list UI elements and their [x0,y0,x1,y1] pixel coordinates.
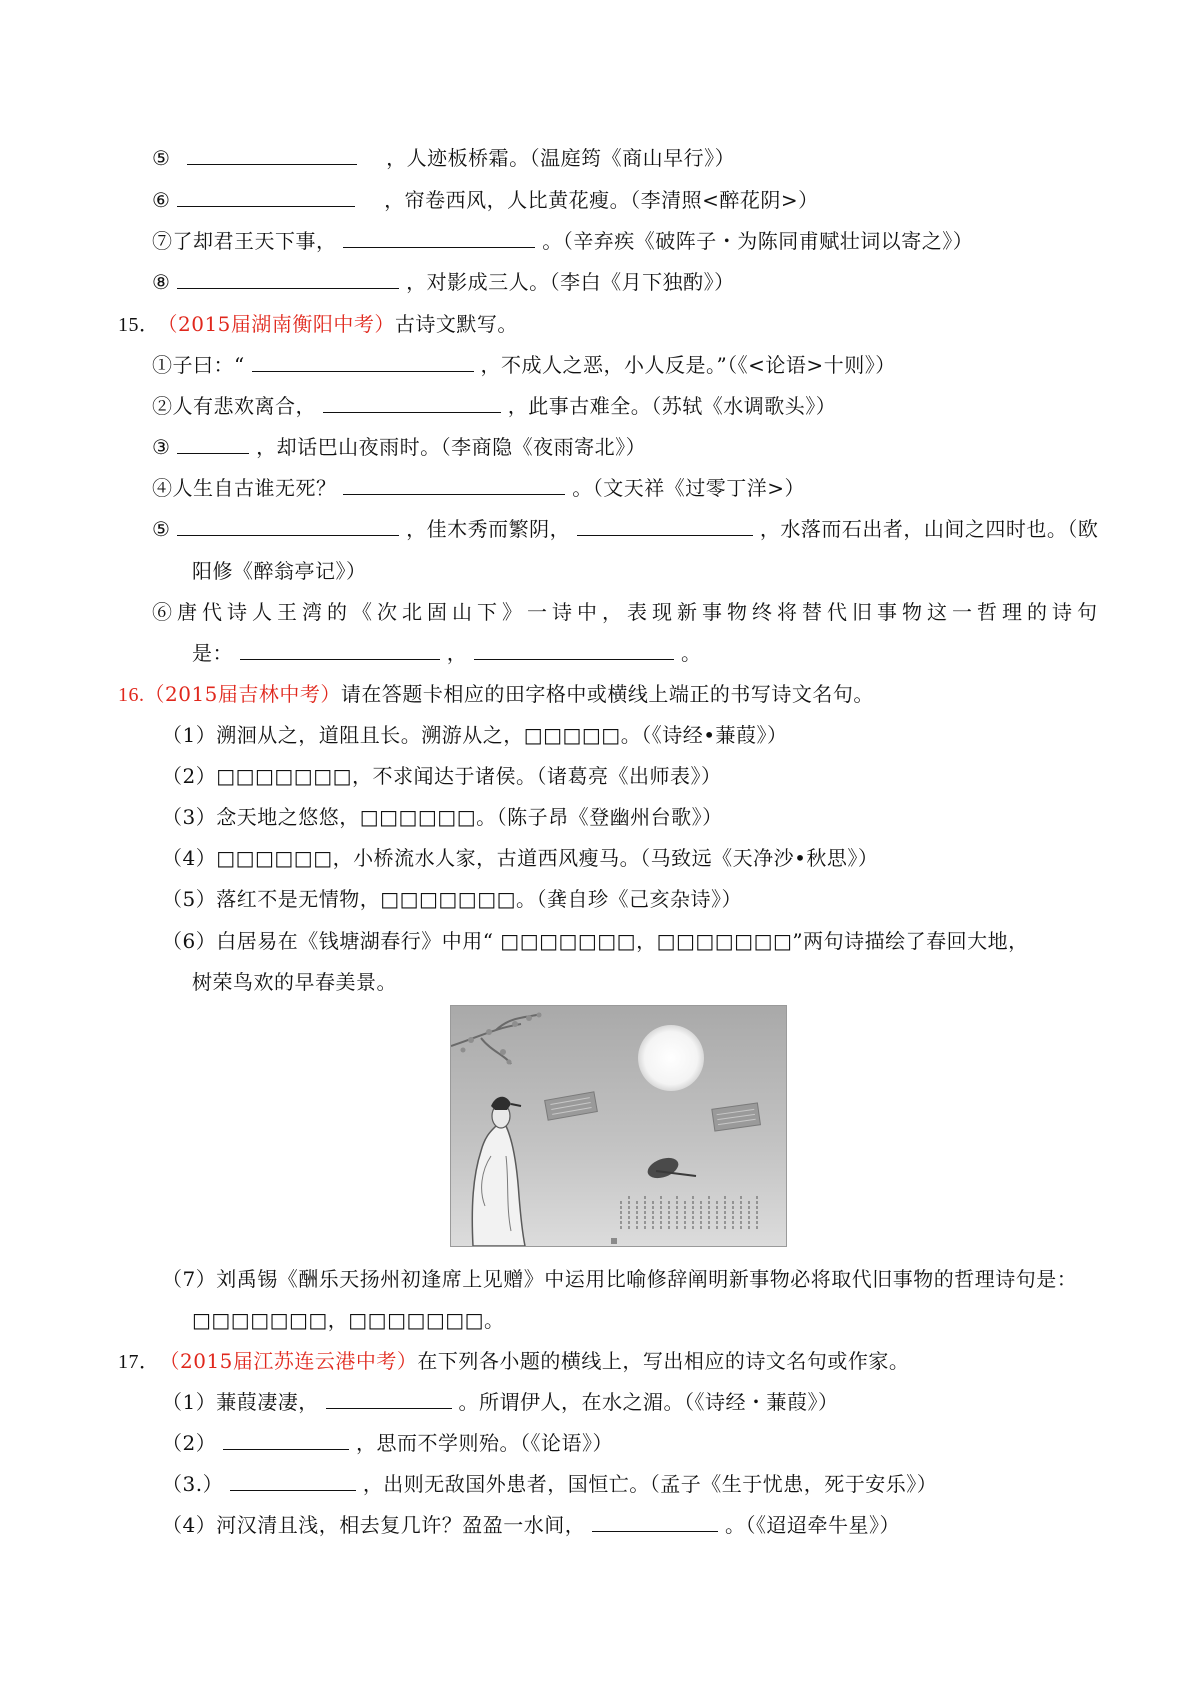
q15-item-4 [152,476,805,500]
q15-item-1 [152,353,896,377]
q14-item-6-blank[interactable] [177,188,355,207]
q17-item-4 [162,1513,900,1537]
q17-item-3-blank[interactable] [230,1472,356,1491]
q17-item-2-post: ，思而不学则殆。（《论语》） [355,1431,613,1455]
q15-item-3-blank[interactable] [177,435,249,454]
q15-item-4-blank[interactable] [343,476,565,495]
q17-source: （2015届江苏连云港中考） [169,1349,418,1373]
q15-item-6: ⑥唐代诗人王湾的《次北固山下》一诗中，表现新事物终将替代旧事物这一哲理的诗句 [152,600,1102,624]
q15-item-3-post: ，却话巴山夜雨时。（李商隐《夜雨寄北》） [256,435,647,459]
q17-prompt: 在下列各小题的横线上，写出相应的诗文名句或作家。 [417,1349,910,1373]
q15-item-6-post: 。 [680,641,702,665]
q17-item-3-pre: （3.） [162,1472,224,1496]
q15-item-6-continued [192,641,701,665]
q16-item-6: （6）白居易在《钱塘湖春行》中用“ □□□□□□□，□□□□□□□”两句诗描绘了春回大地， [162,929,1029,953]
q16-item-4: （4）□□□□□□，小桥流水人家，古道西风瘦马。（马致远《天净沙•秋思》） [162,846,879,870]
q15-item-1-pre: ①子曰：“ [152,353,245,377]
q15-item-3 [152,435,646,459]
q17-item-1-post: 。所谓伊人，在水之湄。（《诗经・蒹葭》） [458,1390,839,1414]
q15-item-4-pre: ④人生自古谁无死？ [152,476,337,500]
q16-item-3: （3）念天地之悠悠，□□□□□□。（陈子昂《登幽州台歌》） [162,805,723,829]
q15-item-1-post: ，不成人之恶，小人反是。”（《<论语>十则》） [480,353,896,377]
q14-item-7-post: 。（辛弃疾《破阵子・为陈同甫赋壮词以寄之》） [542,229,974,253]
q17-item-3-post: ，出则无敌国外患者，国恒亡。（孟子《生于忧患，死于安乐》） [362,1472,938,1496]
q16-prompt: 请在答题卡相应的田字格中或横线上端正的书写诗文名句。 [340,682,874,706]
q15-source: （2015届湖南衡阳中考） [167,312,395,336]
q16-item-6-continued: 树荣鸟欢的早春美景。 [192,970,397,994]
q15-item-6-blank-1[interactable] [240,641,440,660]
q14-item-5-blank[interactable] [187,146,357,165]
q16-item-5: （5）落红不是无情物，□□□□□□□。（龚自珍《己亥杂诗》） [162,887,742,911]
q16-item-2: （2）□□□□□□□，不求闻达于诸侯。（诸葛亮《出师表》） [162,764,722,788]
q14-item-8-text: ，对影成三人。（李白《月下独酌》） [406,270,735,294]
q14-item-8 [152,270,735,294]
q14-item-6-number: ⑥ [152,188,171,212]
q15-item-5-blank-2[interactable] [577,517,753,536]
q15-item-5-continued: 阳修《醉翁亭记》） [192,559,367,583]
q16-header [118,682,874,707]
q17-item-1-blank[interactable] [326,1390,452,1409]
q14-item-8-blank[interactable] [177,270,399,289]
q15-item-6-pre: 是： [192,641,233,665]
q15-prompt: 古诗文默写。 [394,312,518,336]
q17-item-4-blank[interactable] [592,1513,718,1532]
q14-item-5 [152,146,735,170]
q17-number: 17． [118,1351,160,1373]
q16-item-1: （1）溯洄从之，道阻且长。溯游从之，□□□□□。（《诗经•蒹葭》） [162,723,788,747]
q15-item-1-blank[interactable] [252,353,474,372]
q15-item-2 [152,394,836,418]
q17-header [118,1349,909,1374]
q15-item-6-mid: ， [446,641,468,665]
q15-item-5-blank-1[interactable] [177,517,399,536]
q14-item-5-number: ⑤ [152,146,171,170]
q15-item-4-post: 。（文天祥《过零丁洋>） [572,476,805,500]
q15-item-5-post: ，水落而石出者，山间之四时也。（欧 [759,517,1099,541]
q15-item-2-post: ，此事古难全。（苏轼《水调歌头》） [507,394,837,418]
q17-item-4-post: 。（《迢迢牵牛星》） [724,1513,900,1537]
q14-item-6 [152,188,819,212]
q15-number: 15． [118,314,160,336]
q14-item-8-number: ⑧ [152,270,171,294]
q17-item-3 [162,1472,937,1496]
q17-item-1 [162,1390,838,1414]
q14-item-5-text: ，人迹板桥霜。（温庭筠《商山早行》） [386,146,736,170]
q17-item-2 [162,1431,613,1455]
q15-item-3-pre: ③ [152,435,171,459]
q16-number: 16. [118,684,145,706]
moon-scholar-image [451,1006,786,1246]
q17-item-4-pre: （4）河汉清且浅，相去复几许？盈盈一水间， [162,1513,586,1537]
moon-scholar-illustration [450,1005,787,1247]
q14-item-7 [152,229,973,253]
q15-header [118,312,518,337]
q15-item-2-pre: ②人有悲欢离合， [152,394,316,418]
q16-item-7-continued: □□□□□□□，□□□□□□□。 [192,1308,505,1332]
q15-item-5-mid: ，佳木秀而繁阴， [406,517,571,541]
q17-item-2-blank[interactable] [223,1431,349,1450]
q15-item-5-pre: ⑤ [152,517,171,541]
q17-item-1-pre: （1）蒹葭凄凄， [162,1390,319,1414]
q14-item-7-pre: ⑦了却君王天下事， [152,229,337,253]
q16-source: （2015届吉林中考） [144,682,341,706]
q15-item-2-blank[interactable] [323,394,501,413]
q16-item-7: （7）刘禹锡《酬乐天扬州初逢席上见赠》中运用比喻修辞阐明新事物必将取代旧事物的哲理诗句是： [162,1267,1078,1291]
q14-item-6-text: ，帘卷西风，人比黄花瘦。（李清照<醉花阴>） [384,188,819,212]
q15-item-5 [152,517,1098,541]
q17-item-2-pre: （2） [162,1431,217,1455]
q14-item-7-blank[interactable] [343,229,535,248]
q15-item-6-blank-2[interactable] [474,641,674,660]
